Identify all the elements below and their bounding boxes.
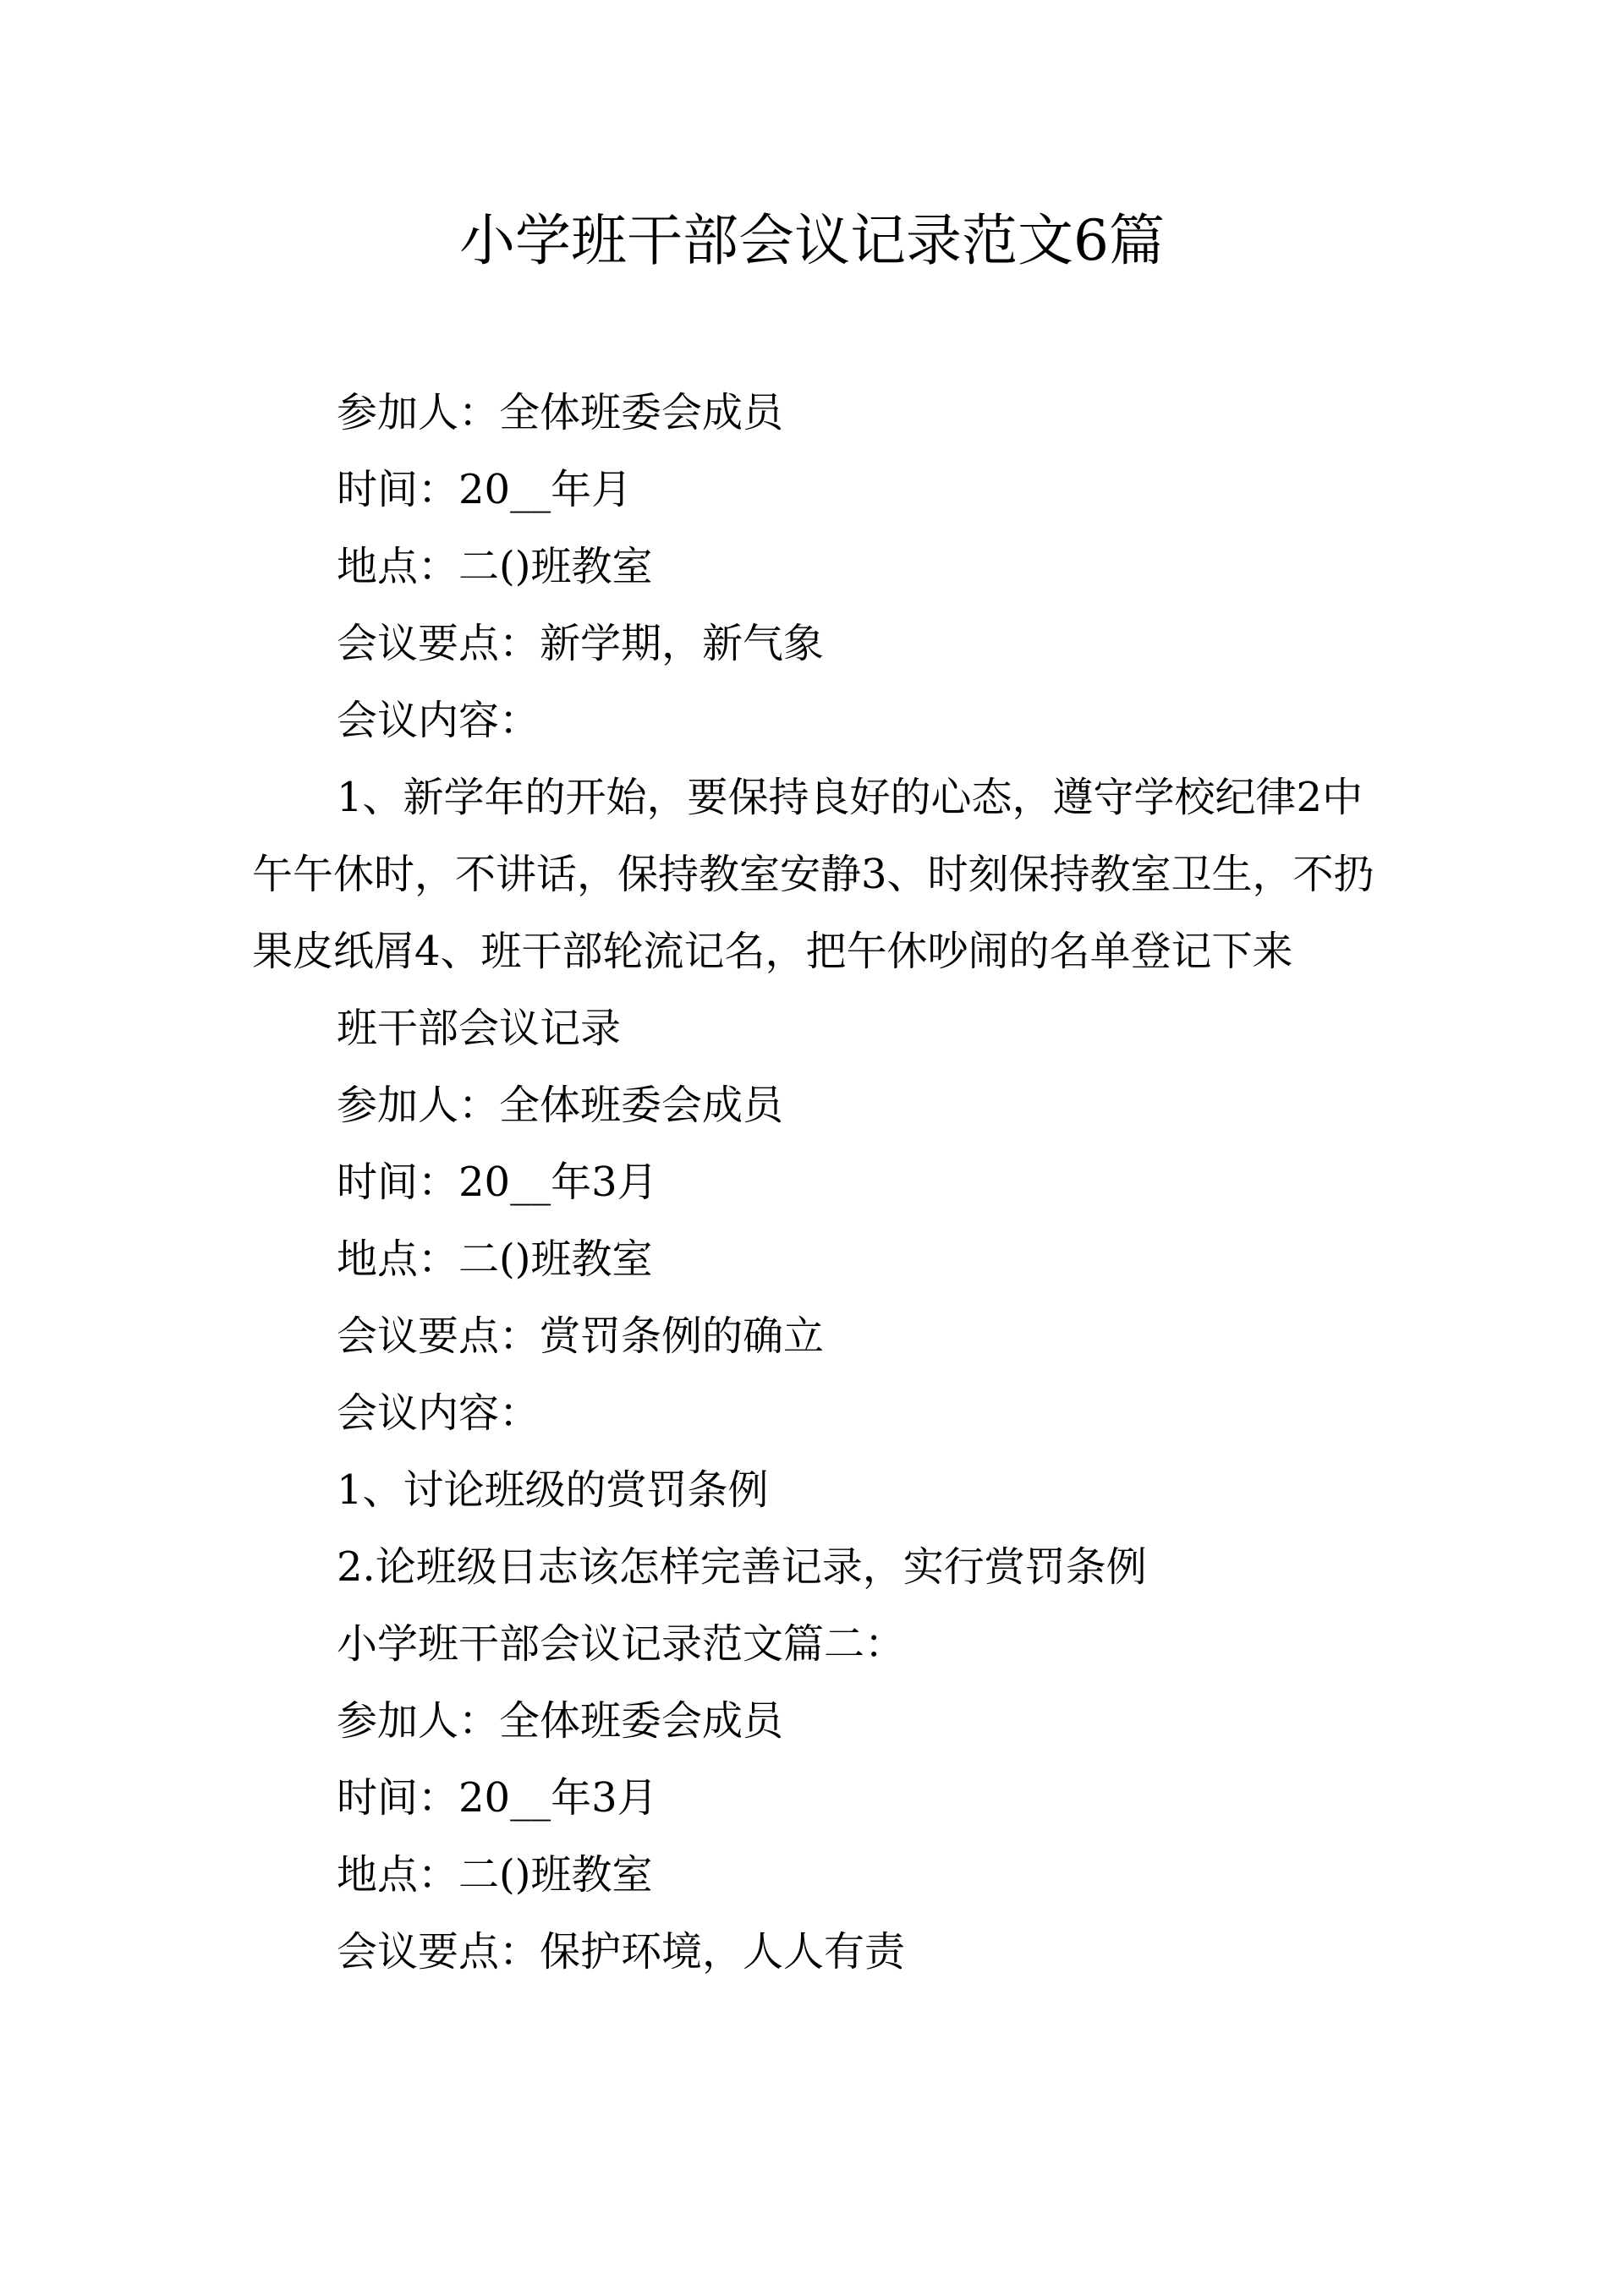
location-line: 地点：二()班教室: [337, 543, 653, 590]
agenda-line: 会议要点：新学期，新气象: [337, 620, 825, 667]
agenda-line: 会议要点：保护环境，人人有责: [337, 1928, 906, 1975]
attendees-line: 参加人：全体班委会成员: [337, 1082, 784, 1129]
attendees-line: 参加人：全体班委会成员: [337, 1697, 784, 1745]
location-line: 地点：二()班教室: [337, 1851, 653, 1899]
time-line: 时间：20__年3月: [337, 1159, 658, 1206]
location-line: 地点：二()班教室: [337, 1236, 653, 1283]
document-body: [252, 375, 1385, 1991]
time-line: 时间：20__年3月: [337, 1774, 658, 1822]
section-heading: 班干部会议记录: [337, 1005, 622, 1052]
agenda-line: 会议要点：赏罚条例的确立: [337, 1312, 825, 1360]
content-paragraph: 1、新学年的开始，要保持良好的心态，遵守学校纪律2中午午休时，不讲话，保持教室安静3、时刻保持教室卫生，不扔果皮纸屑4、班干部轮流记名，把午休吵闹的名单登记下来: [252, 774, 1374, 975]
time-line: 时间：20__年月: [337, 466, 633, 513]
content-item: 2.论班级日志该怎样完善记录，实行赏罚条例: [337, 1543, 1147, 1591]
attendees-line: 参加人：全体班委会成员: [337, 389, 784, 436]
document-title: 小学班干部会议记录范文6篇: [459, 208, 1165, 273]
content-item: 1、讨论班级的赏罚条例: [337, 1466, 769, 1514]
content-heading: 会议内容：: [337, 1389, 540, 1437]
section-heading: 小学班干部会议记录范文篇二：: [337, 1620, 906, 1668]
content-heading: 会议内容：: [337, 697, 540, 744]
